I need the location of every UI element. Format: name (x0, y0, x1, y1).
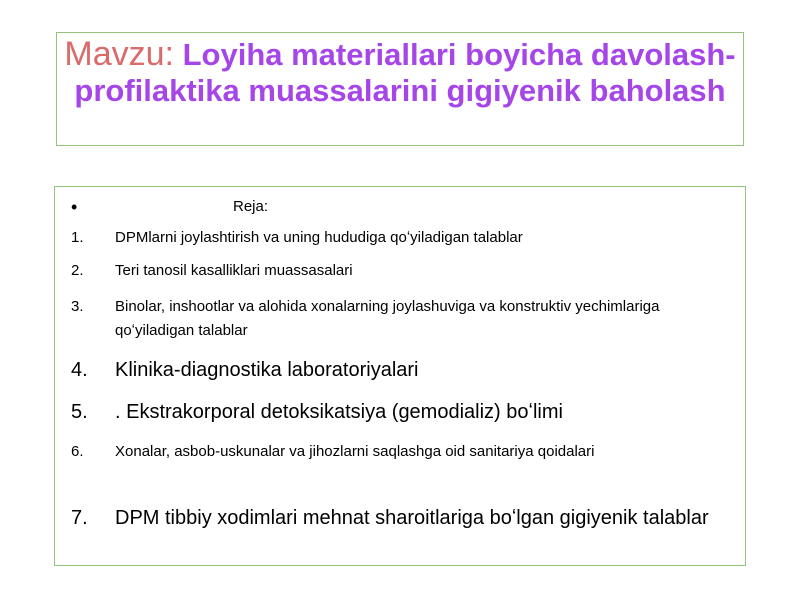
plan-label: Reja: (233, 198, 269, 215)
bullet-marker: • (71, 197, 78, 217)
list-item-number: 2. (71, 262, 84, 279)
list-item-number: 5. (71, 401, 88, 423)
list-item-number: 4. (71, 359, 88, 381)
title-box (56, 32, 744, 146)
list-item-number: 3. (71, 298, 84, 315)
plan-box (54, 186, 746, 566)
title-prefix: Mavzu: (64, 35, 174, 73)
list-item-text: Xonalar, asbob-uskunalar va jihozlarni saqlashga oid sanitariya qoidalari (115, 443, 595, 460)
list-item-text: . Ekstrakorporal detoksikatsiya (gemodializ) boʻlimi (115, 401, 563, 423)
title-topic: Loyiha materiallari boyicha davolash-profilaktika muassalarini gigiyenik baholash (74, 37, 736, 108)
list-item-text: Klinika-diagnostika laboratoriyalari (115, 359, 419, 381)
list-item-number: 6. (71, 443, 84, 460)
list-item-text: Teri tanosil kasalliklari muassasalari (115, 262, 353, 279)
list-item-text: DPM tibbiy xodimlari mehnat sharoitlariga boʻlgan gigiyenik talablar (115, 507, 709, 529)
slide-title (57, 36, 743, 109)
list-item-text: Binolar, inshootlar va alohida xonalarning joylashuviga va konstruktiv yechimlariga qoʻyiladigan talablar (115, 298, 660, 339)
list-item-text: DPMlarni joylashtirish va uning hududiga qoʻyiladigan talablar (115, 229, 523, 246)
list-item-number: 7. (71, 507, 88, 529)
list-item-number: 1. (71, 229, 84, 246)
